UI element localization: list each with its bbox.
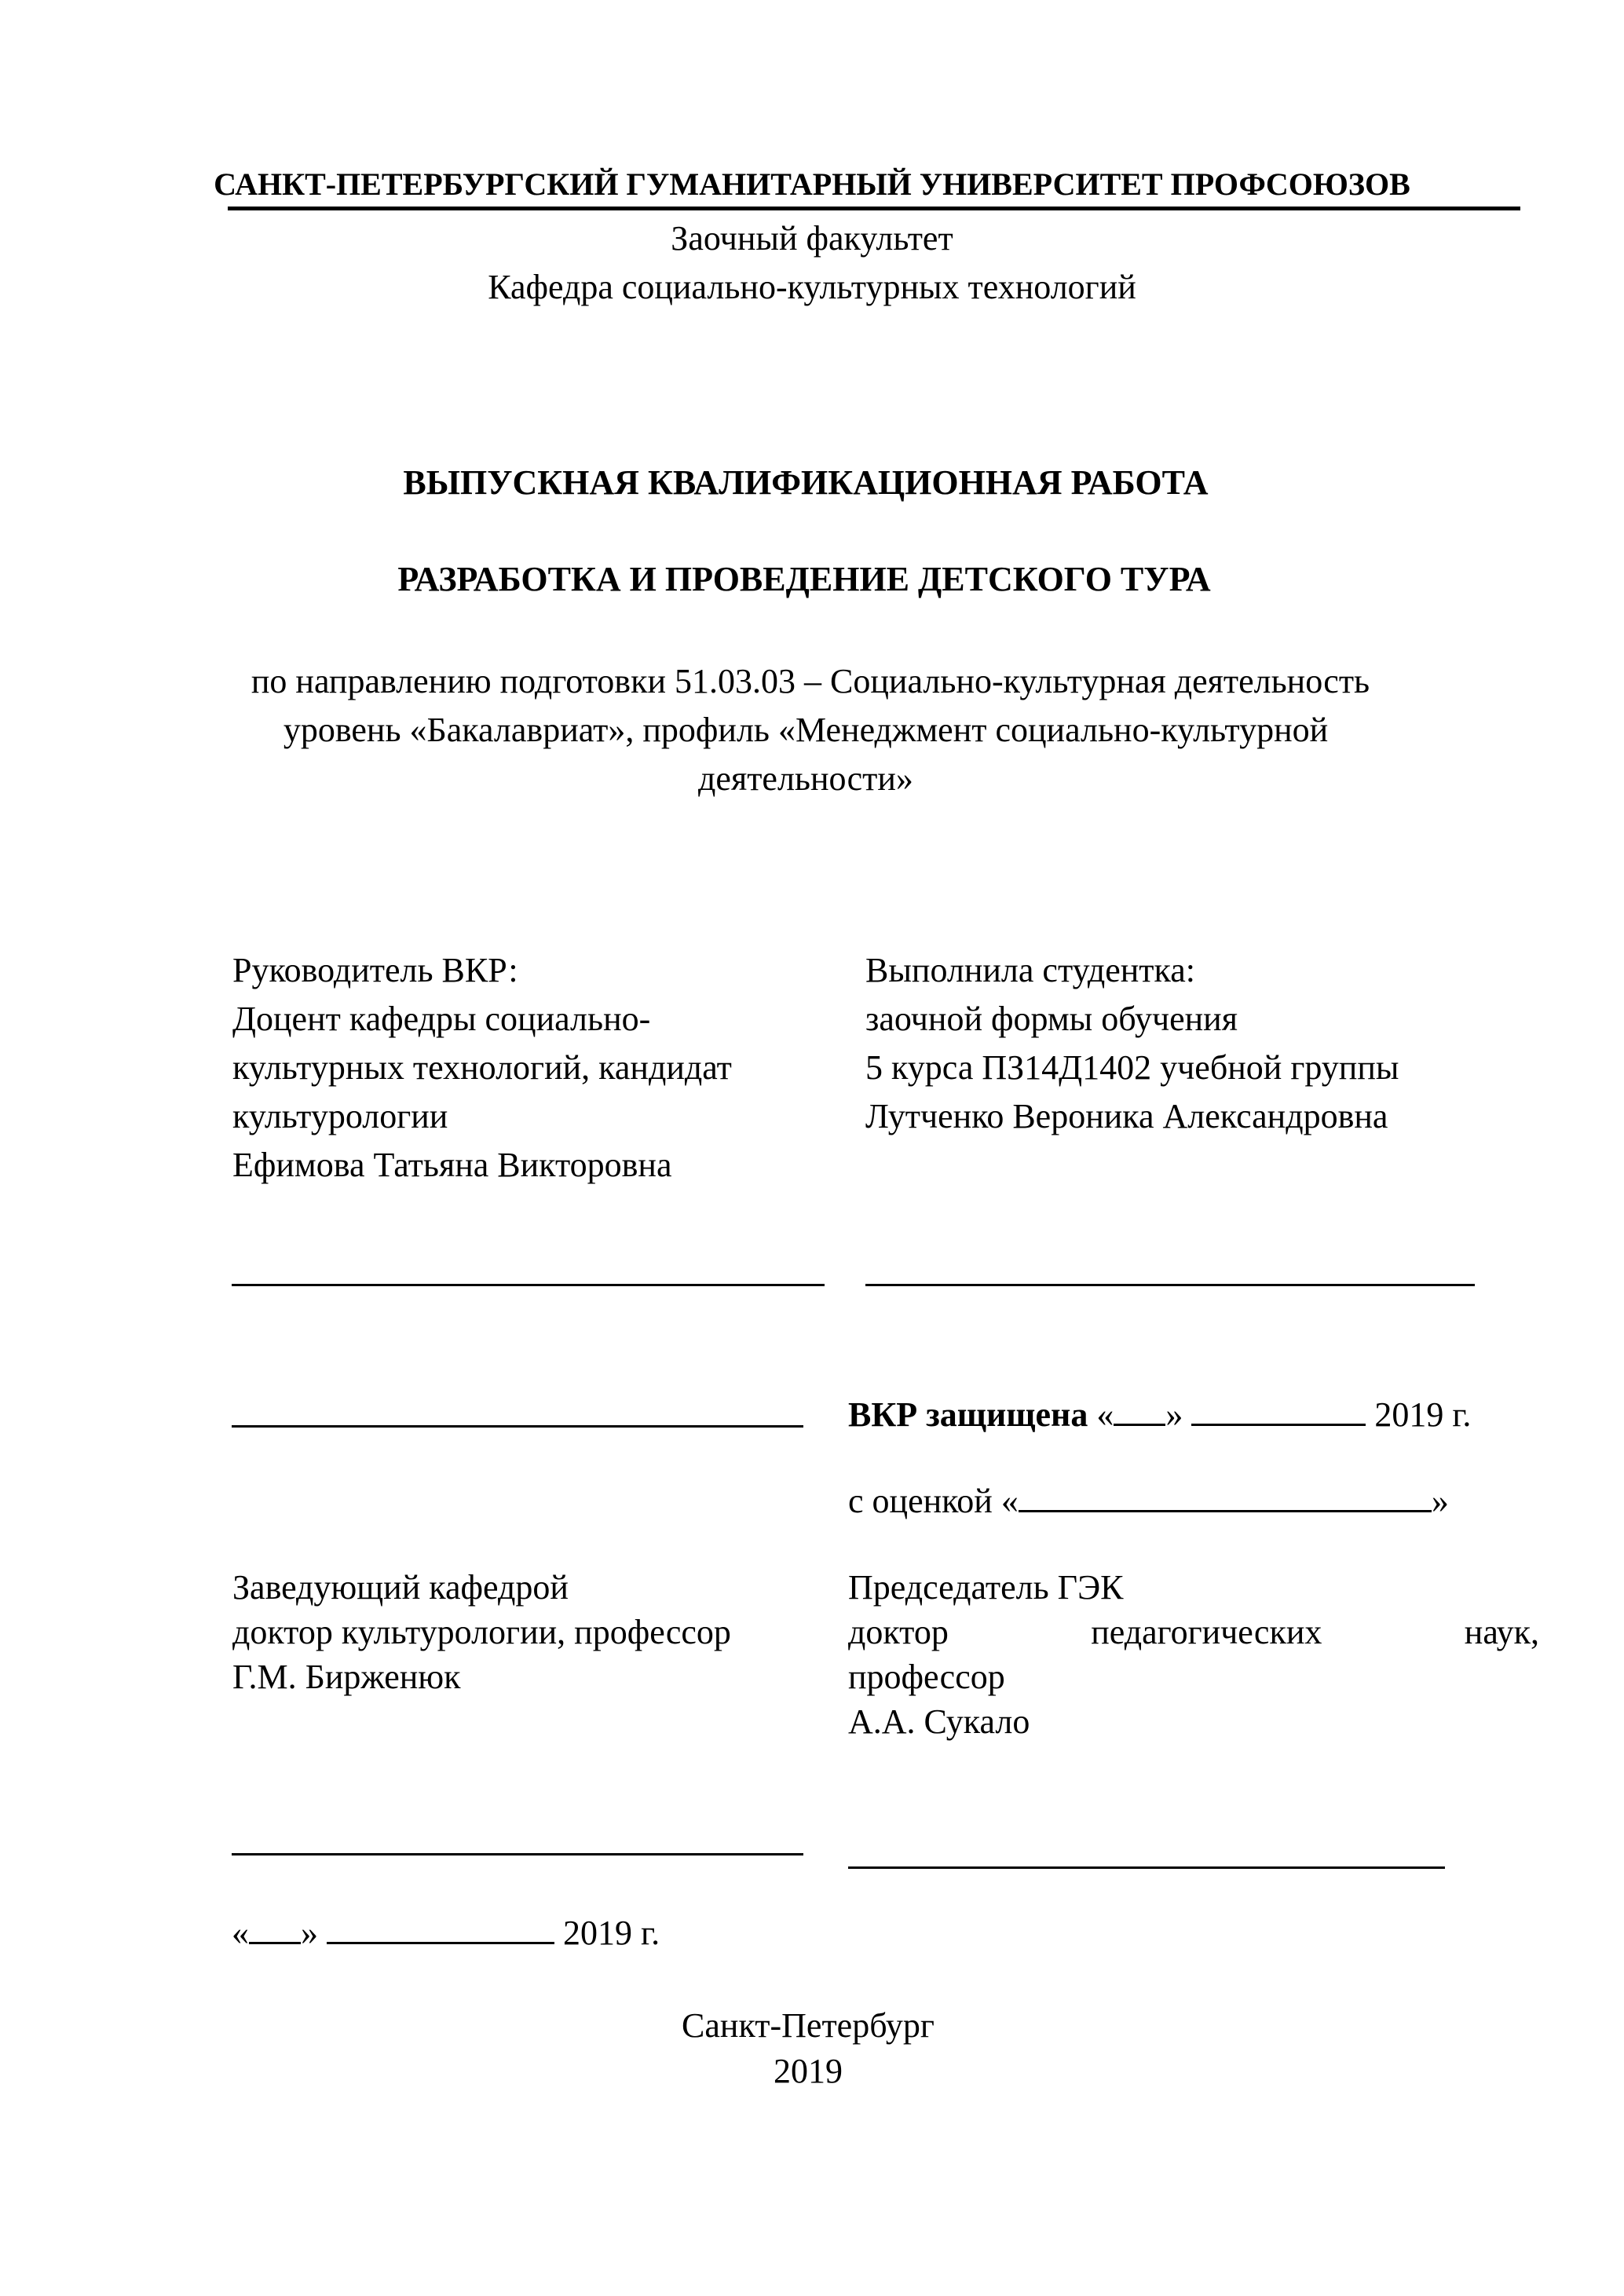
chairman-position-word: наук, xyxy=(1464,1613,1539,1651)
supervisor-name: Ефимова Татьяна Викторовна xyxy=(232,1146,672,1184)
approval-day-blank[interactable] xyxy=(249,1915,301,1944)
reviewer-signature-line[interactable] xyxy=(232,1425,803,1428)
direction-line-1: по направлению подготовки 51.03.03 – Социально-культурная деятельность xyxy=(251,662,1370,700)
student-info-line: заочной формы обучения xyxy=(865,1000,1238,1038)
supervisor-position-line: культурологии xyxy=(232,1097,448,1135)
department-name: Кафедра социально-культурных технологий xyxy=(488,268,1136,306)
approval-open-quote: « xyxy=(232,1914,249,1952)
defense-label: ВКР защищена xyxy=(848,1395,1088,1434)
approval-year: 2019 г. xyxy=(563,1914,660,1952)
student-name: Лутченко Вероника Александровна xyxy=(865,1097,1388,1135)
grade-close-quote: » xyxy=(1431,1482,1449,1520)
student-signature-line[interactable] xyxy=(865,1284,1475,1286)
chairman-position-word: доктор xyxy=(848,1613,949,1651)
head-of-department-name: Г.М. Бирженюк xyxy=(232,1658,461,1696)
direction-line-2: уровень «Бакалавриат», профиль «Менеджмент социально-культурной xyxy=(283,711,1329,749)
header-rule xyxy=(228,207,1520,210)
footer-year: 2019 xyxy=(774,2052,843,2090)
head-of-department-signature-line[interactable] xyxy=(232,1853,803,1855)
defense-day-blank[interactable] xyxy=(1114,1397,1165,1426)
supervisor-label: Руководитель ВКР: xyxy=(232,951,518,989)
supervisor-position-line: Доцент кафедры социально- xyxy=(232,1000,651,1038)
student-label: Выполнила студентка: xyxy=(865,951,1195,989)
work-type-title: ВЫПУСКНАЯ КВАЛИФИКАЦИОННАЯ РАБОТА xyxy=(403,463,1209,502)
grade-label: с оценкой « xyxy=(848,1482,1019,1520)
faculty-name: Заочный факультет xyxy=(671,219,953,258)
head-of-department-position: доктор культурологии, профессор xyxy=(232,1613,731,1651)
thesis-topic: РАЗРАБОТКА И ПРОВЕДЕНИЕ ДЕТСКОГО ТУРА xyxy=(397,560,1211,598)
defense-year: 2019 г. xyxy=(1374,1395,1472,1434)
supervisor-signature-line[interactable] xyxy=(232,1284,825,1286)
university-name: САНКТ-ПЕТЕРБУРГСКИЙ ГУМАНИТАРНЫЙ УНИВЕРСИТЕТ ПРОФСОЮЗОВ xyxy=(214,166,1410,202)
approval-close-quote: » xyxy=(301,1914,318,1952)
direction-line-3: деятельности» xyxy=(698,759,913,798)
footer-city: Санкт-Петербург xyxy=(682,2006,935,2045)
chairman-label: Председатель ГЭК xyxy=(848,1568,1124,1607)
defense-grade xyxy=(848,1476,1449,1526)
defense-open-quote: « xyxy=(1096,1395,1114,1434)
approval-date xyxy=(232,1908,660,1958)
supervisor-position-line: культурных технологий, кандидат xyxy=(232,1048,732,1087)
defense-month-blank[interactable] xyxy=(1191,1397,1366,1426)
chairman-position-line-1 xyxy=(848,1607,1539,1658)
chairman-name: А.А. Сукало xyxy=(848,1702,1030,1741)
chairman-position-line-2: профессор xyxy=(848,1658,1005,1696)
head-of-department-label: Заведующий кафедрой xyxy=(232,1568,569,1607)
chairman-position-word: педагогических xyxy=(1091,1613,1322,1651)
approval-month-blank[interactable] xyxy=(327,1915,554,1944)
grade-blank[interactable] xyxy=(1019,1483,1432,1512)
defense-close-quote: » xyxy=(1165,1395,1183,1434)
chairman-signature-line[interactable] xyxy=(848,1866,1445,1869)
student-info-line: 5 курса ПЗ14Д1402 учебной группы xyxy=(865,1048,1399,1087)
defense-statement xyxy=(848,1390,1471,1440)
